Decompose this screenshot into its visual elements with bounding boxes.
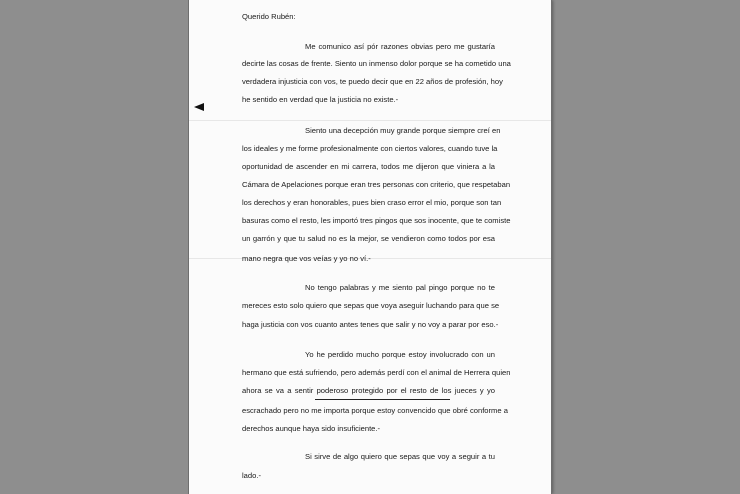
margin-arrow-mark — [194, 103, 204, 111]
paragraph-line: los derechos y eran honorables, pues bien craso error el mio, porque son tan — [242, 198, 502, 207]
paragraph-line: verdadera injusticia con vos, te puedo decir que en 22 años de profesión, hoy — [242, 77, 503, 86]
paragraph-line: he sentido en verdad que la justicia no existe.- — [242, 95, 399, 104]
paragraph-line: Yo he perdido mucho porque estoy involucrado con un — [305, 350, 495, 359]
paragraph-line: Cámara de Apelaciones porque eran tres personas con criterio, que respetaban — [242, 180, 511, 189]
paragraph-line: decirte las cosas de frente. Siento un inmenso dolor porque se ha cometido una — [242, 59, 511, 68]
paragraph-line: un garrón y que tu salud no es la mejor, se vendieron como todos por esa — [242, 234, 495, 243]
paragraph-line: hermano que está sufriendo, pero además perdí con el animal de Herrera quien — [242, 368, 511, 377]
paragraph-line: mano negra que vos veías y yo no ví.- — [242, 254, 371, 263]
paragraph-line: oportunidad de ascender en mi carrera, todos me dijeron que viniera a la — [242, 162, 495, 171]
paragraph-line: Si sirve de algo quiero que sepas que voy a seguir a tu — [305, 452, 495, 461]
paragraph-line: Me comunico así pór razones obvias pero me gustaría — [305, 42, 495, 51]
paragraph-line: derechos aunque haya sido insuficiente.- — [242, 424, 381, 433]
paragraph-line: mereces esto solo quiero que sepas que voya aseguir luchando para que se — [242, 301, 500, 310]
letter-page — [189, 0, 551, 494]
paragraph-line: Siento una decepción muy grande porque siempre creí en — [305, 126, 501, 135]
paragraph-line: No tengo palabras y me siento pal pingo porque no te — [305, 283, 495, 292]
paragraph-line: ahora se va a sentir poderoso protegido por el resto de los jueces y yo — [242, 386, 495, 395]
handwritten-underline-mark — [315, 399, 450, 400]
paragraph-line: basuras como el resto, les importó tres pingos que sos inocente, que te comiste — [242, 216, 511, 225]
paragraph-line: haga justicia con vos cuanto antes tenes que salir y no voy a parar por eso.- — [242, 320, 499, 329]
fold-crease — [189, 120, 551, 121]
paragraph-line: los ideales y me forme profesionalmente con ciertos valores, cuando tuve la — [242, 144, 498, 153]
paragraph-line: escrachado pero no me importa porque estoy convencido que obré conforme a — [242, 406, 508, 415]
paragraph-line: lado.- — [242, 471, 261, 480]
salutation: Querido Rubén: — [242, 12, 296, 21]
